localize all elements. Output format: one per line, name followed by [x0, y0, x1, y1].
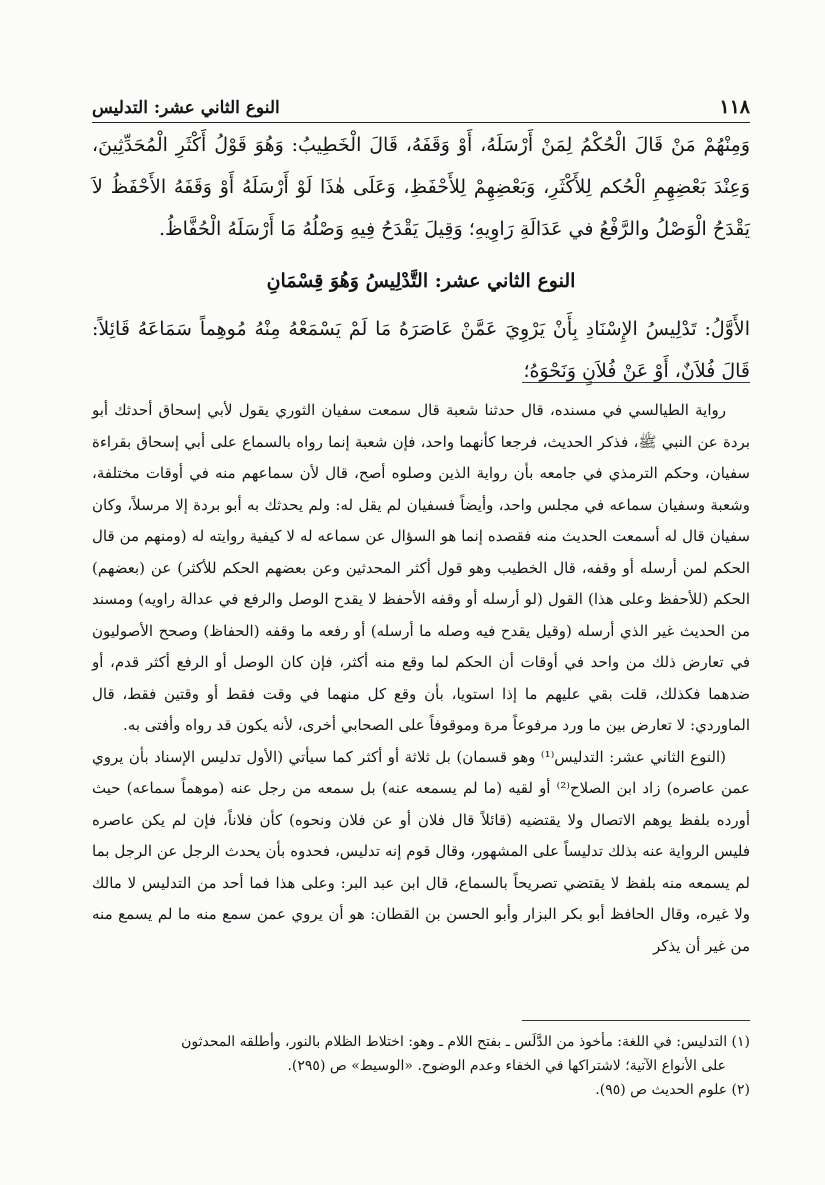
main-text [92, 124, 750, 392]
commentary-text [92, 395, 750, 962]
commentary-paragraph: (النوع الثاني عشر: التدليس⁽¹⁾ وهو قسمان) بل ثلاثة أو أكثر كما سيأتي (الأول تدليس الإسناد بأن يروي عمن عاصره) زاد ابن الصلاح⁽²⁾ أو لقيه (ما لم يسمعه عنه) بل سمعه من رجل عنه (موهماً سماعه) حيث أورده بلفظ يوهم الاتصال ولا يقتضيه (قائلاً قال فلان أو عن فلان ونحوه) كأن فلاناً، فإن لم يكن عاصره فليس الرواية عنه بذلك تدليساً على المشهور، وقال قوم إنه تدليس، فحدوه بأن يحدث الرجل عن الرجل بما لم يسمعه منه بلفظ لا يقتضي تصريحاً بالسماع، قال ابن عبد البر: وعلى هذا فما أحد من التدليس لا مالك ولا غيره، وقال الحافظ أبو بكر البزار وأبو الحسن بن القطان: هو أن يروي عمن سمع منه ما لم يسمع منه من غير أن يذكر [92, 747, 750, 955]
footnotes [92, 1030, 750, 1102]
commentary-paragraph: رواية الطيالسي في مسنده، قال حدثنا شعبة قال سمعت سفيان الثوري يقول لأبي إسحاق أحدثك أبو بردة عن النبي ﷺ، فذكر الحديث، فرجعا كأنهما واحد، فإن شعبة إنما رواه بالسماع على أبي إسحاق بقراءة سفيان، وحكم الترمذي في جامعه بأن رواية الذين وصلوه أصح، قال لأن سماعهم منه في أوقات مختلفة، وشعبة وسفيان سماعه في مجلس واحد، وأيضاً فسفيان لم يقل له: ولم يحدثك به أبو بردة إلا مرسلاً، وكان سفيان قال له أسمعت الحديث منه فقصده إنما هو السؤال عن سماعه له لا كيفية روايته له (ومنهم من قال الحكم لمن أرسله أو وقفه، قال الخطيب وهو قول أكثر المحدثين وعن بعضهم الحكم للأكثر) عن (بعضهم) الحكم (للأحفظ وعلى هذا) القول (لو أرسله أو وقفه الأحفظ لا يقدح الوصل والرفع في عدالة راويه) ومسند من الحديث غير الذي أرسله (وقيل يقدح فيه وصله ما أرسله) أو رفعه ما وقفه (الحفاظ) وصحح الأصوليون في تعارض ذلك من واحد في أوقات أن الحكم لما وقع منه أكثر، فإن كان الوصل أو الرفع أكثر قدم، أو ضدهما فكذلك، قلت بقي عليهم ما إذا استويا، بأن وقع كل منهما في وقت فقط أو وقتين فقط، قال الماوردي: لا تعارض بين ما ورد مرفوعاً مرة وموقوفاً على الصحابي أخرى، لأنه يكون قد رواه وأفتى به. [92, 401, 750, 734]
page-header [92, 88, 750, 123]
chapter-heading: النوع الثاني عشر: التَّدْلِيسُ وَهُوَ قِسْمَانِ [266, 270, 576, 292]
main-paragraph: الأَوَّلُ: تَدْلِيسُ الإِسْنَادِ بِأَنْ يَرْوِيَ عَمَّنْ عَاصَرَهُ مَا لَمْ يَسْمَعْهُ مِنْهُ مُوهِماً سَمَاعَهُ قَائِلاً: قَالَ فُلاَنٌ، أَوْ عَنْ فُلاَنٍ وَنَحْوَهُ؛ [92, 318, 750, 382]
separator-rule [522, 382, 750, 383]
footnote-rule [522, 1020, 750, 1021]
footnote-2: (٢) علوم الحديث ص (٩٥). [595, 1082, 750, 1098]
footnote-1-continued: على الأنواع الآتية؛ لاشتراكها في الخفاء وعدم الوضوح. «الوسيط» ص (٢٩٥). [287, 1058, 726, 1074]
footnote-1: (١) التدليس: في اللغة: مأخوذ من الدَّلَس ـ بفتح اللام ـ وهو: اختلاط الظلام بالنور، وأطلقه المحدثون [181, 1034, 750, 1050]
main-paragraph: وَمِنْهُمْ مَنْ قَالَ الْحُكْمُ لِمَنْ أَرْسَلَهُ، أَوْ وَقَفَهُ، قَالَ الْخَطِيبُ: وَهُوَ قَوْلُ أَكْثَرِ الْمُحَدِّثِينَ، وَعِنْدَ بَعْضِهِمِ الْحُكم لِلأَكْثَرِ، وَبَعْضِهِمْ لِلأَحْفَظِ، وَعَلَى هٰذَا لَوْ أَرْسَلَهُ أَوْ وَقَفَهُ الأَحْفَظُ لاَ يَقْدَحُ الْوَصْلُ والرَّفْعُ في عَدَالَةِ رَاوِيهِ؛ وَقِيلَ يَقْدَحُ فِيهِ وَصْلُهُ مَا أَرْسَلَهُ الْحُفَّاظُ. [92, 134, 750, 240]
running-title: النوع الثاني عشر: التدليس [92, 98, 280, 118]
page-number: ١١٨ [719, 96, 750, 118]
